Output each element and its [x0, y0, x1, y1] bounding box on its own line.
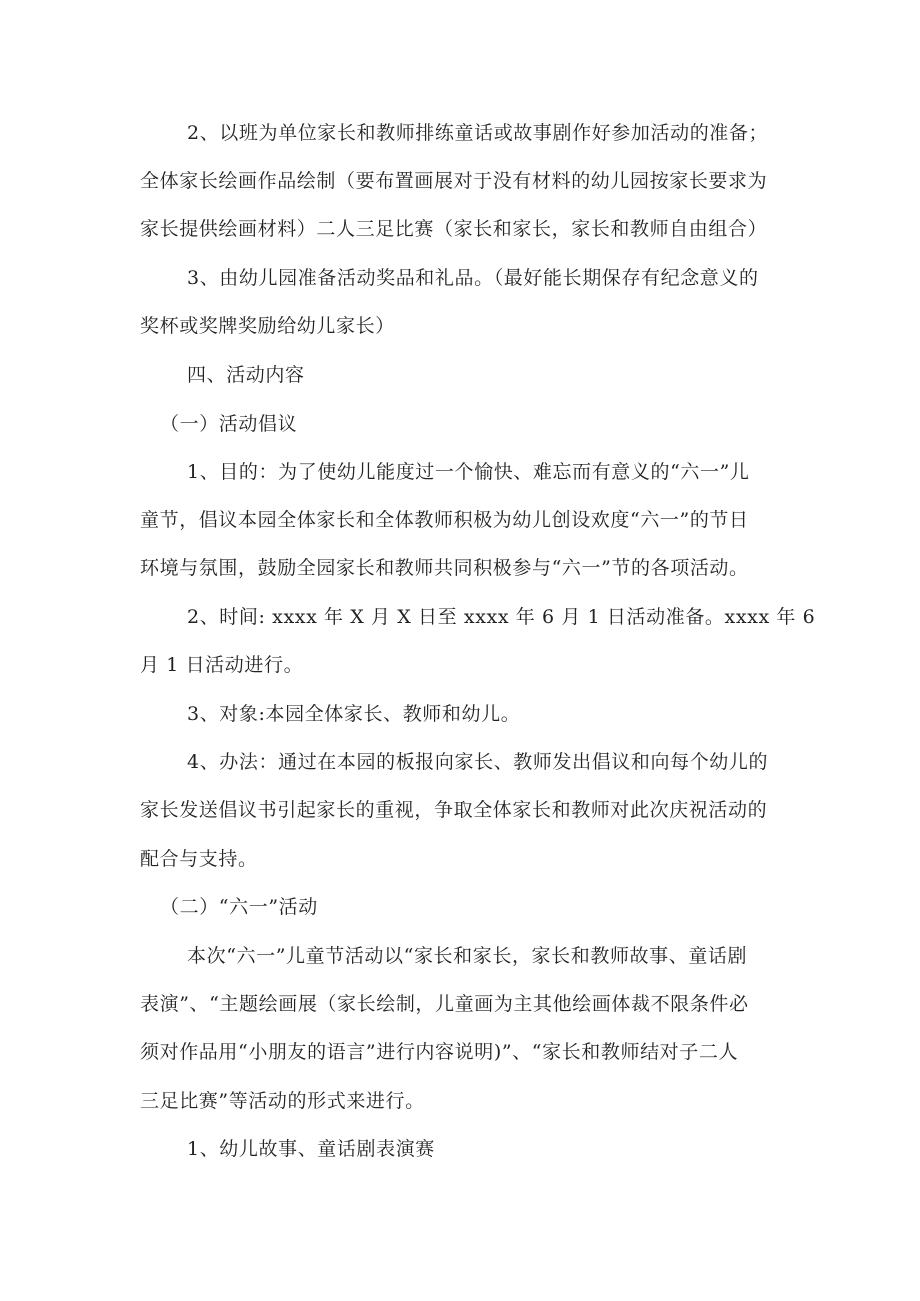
paragraph-line: 全体家长绘画作品绘制（要布置画展对于没有材料的幼儿园按家长要求为 [140, 170, 768, 192]
paragraph-line: 本次“六一”儿童节活动以“家长和家长，家长和教师故事、童话剧 [187, 945, 748, 967]
subsection-heading: （一）活动倡议 [160, 413, 298, 435]
paragraph-line: 须对作品用“小朋友的语言”进行内容说明)”、“家长和教师结对子二人 [140, 1041, 739, 1063]
paragraph-line: 表演”、“主题绘画展（家长绘制，儿童画为主其他绘画体裁不限条件必 [140, 993, 749, 1015]
paragraph-line: 童节，倡议本园全体家长和全体教师积极为幼儿创设欢度“六一”的节日 [140, 509, 749, 531]
paragraph-line: 家长发送倡议书引起家长的重视，争取全体家长和教师对此次庆祝活动的 [140, 799, 768, 821]
paragraph-line: 三足比赛”等活动的形式来进行。 [140, 1090, 425, 1112]
section-heading: 四、活动内容 [187, 364, 305, 386]
paragraph-line: 1、目的：为了使幼儿能度过一个愉快、难忘而有意义的“六一”儿 [187, 461, 750, 483]
subsection-heading: （二）“六一”活动 [160, 896, 318, 918]
paragraph-line: 3、对象:本园全体家长、教师和幼儿。 [187, 703, 521, 725]
paragraph-line: 2、时间: xxxx 年 X 月 X 日至 xxxx 年 6 月 1 日活动准备。xxxx 年 6 [187, 606, 816, 628]
paragraph-line: 奖杯或奖牌奖励给幼儿家长） [140, 315, 395, 337]
paragraph-line: 配合与支持。 [140, 848, 258, 870]
item-heading: 1、幼儿故事、童话剧表演赛 [187, 1138, 435, 1160]
paragraph-line: 家长提供绘画材料）二人三足比赛（家长和家长，家长和教师自由组合） [140, 218, 768, 240]
paragraph-line: 环境与氛围，鼓励全园家长和教师共同积极参与“六一”节的各项活动。 [140, 557, 749, 579]
paragraph-line: 2、以班为单位家长和教师排练童话或故事剧作好参加活动的准备； [187, 122, 769, 144]
paragraph-line: 3、由幼儿园准备活动奖品和礼品。（最好能长期保存有纪念意义的 [187, 267, 759, 289]
paragraph-line: 4、办法：通过在本园的板报向家长、教师发出倡议和向每个幼儿的 [187, 751, 769, 773]
paragraph-line: 月 1 日活动进行。 [140, 654, 304, 676]
